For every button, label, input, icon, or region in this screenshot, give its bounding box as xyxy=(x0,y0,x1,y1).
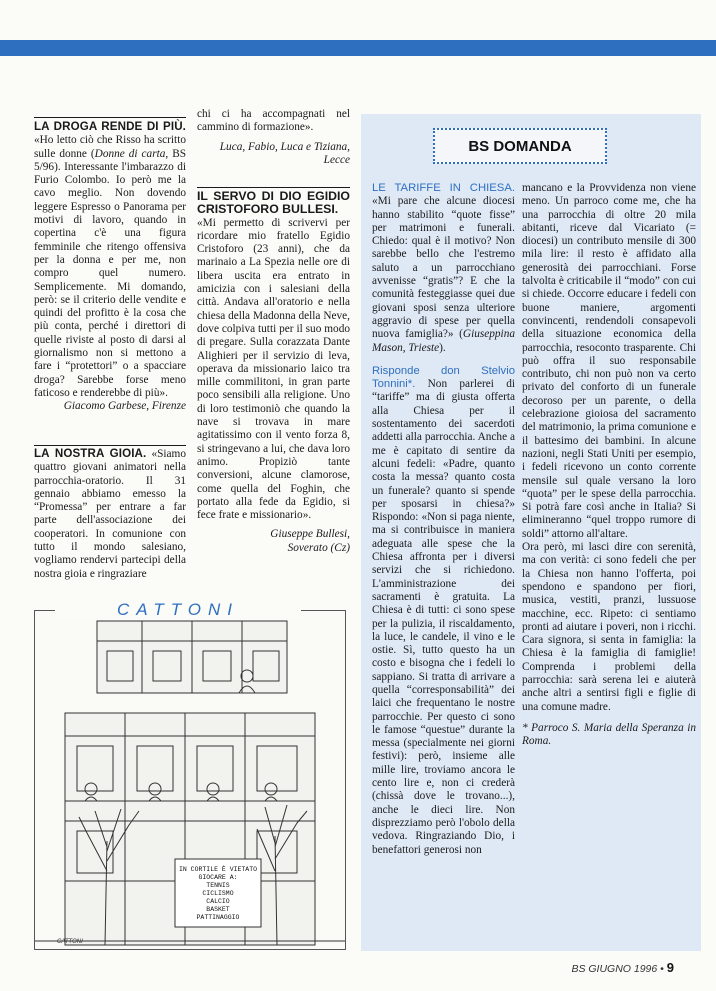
svg-text:BASKET: BASKET xyxy=(206,906,230,913)
svg-text:PATTINAGGIO: PATTINAGGIO xyxy=(196,914,240,921)
page-footer xyxy=(571,960,674,975)
letter-signature: Giacomo Garbese, Firenze xyxy=(63,400,186,413)
svg-text:CICLISMO: CICLISMO xyxy=(202,890,234,897)
section-rule xyxy=(34,445,186,446)
cartoon-frame xyxy=(34,610,346,950)
bs-domanda-box xyxy=(433,128,607,164)
letters-column-2 xyxy=(197,108,350,167)
footer-issue: BS GIUGNO 1996 • xyxy=(571,963,664,975)
section-rule xyxy=(197,187,350,188)
svg-text:GIOCARE A:: GIOCARE A: xyxy=(198,874,238,881)
question: LE TARIFFE IN CHIESA. «Mi pare che alcune diocesi hanno stabilito “quote fisse” per matrimoni e funerali. Chiedo: qual è il motivo? Non sarebbe bello che l'estremo saluto a un parrocchiano avvenisse “gratis”? E che la comunità festeggiasse quei due giovani sposi senza ulteriore aggravio di spese per quella nuova famiglia?» (Giuseppina Mason, Trieste). xyxy=(372,182,515,354)
author-note: * Parroco S. Maria della Speranza in Roma. xyxy=(522,721,696,748)
top-color-bar xyxy=(0,40,716,56)
letters-column-1 xyxy=(34,120,186,414)
answer-column-2 xyxy=(522,182,696,748)
answer-column-1 xyxy=(372,182,515,857)
letter-continuation: chi ci ha accompagnati nel cammino di formazione». xyxy=(197,108,350,134)
letter-droga: LA DROGA RENDE DI PIÙ. «Ho letto ciò che Risso ha scritto sulle donne (Donne di carta, BS 5/96). Interessante l'imbarazzo di Furio Colombo. Io però me la cavo meglio. Non dovendo leggere Espresso o Panorama per motivi di lavoro, quando in copertina c'è una figura femminile che ritengo offensiva per la donna e per me, non compro quel numero. Semplicemente. Mi domando, però: se il criterio delle vendite e quindi del profitto è la cosa che più conta, perché i direttori di quelle riviste al posto di darsi al giornalismo non si mettono a fare i “protettori” o a spacciare droga? Sarebbe forse meno faticoso e renderebbe di più». xyxy=(34,120,187,399)
letter-kicker: LA NOSTRA GIOIA. xyxy=(34,447,147,460)
answer-paragraph: Ora però, mi lasci dire con serenità, ma con verità: ci sono fedeli che per la Chiesa non hanno l'offerta, poi spendono e spandono per fiori, musica, vestiti, pranzi, lussuose macchine, ecc. Ripeto: ci sentiamo pronti ad aiutare i poveri, non i ricchi. Cara signora, si senta in famiglia: la Chiesa è la famiglia di famiglie! Comprenda i problemi della parrocchia: sarà serena lei e aiuterà anche altri a sentirsi figli e figlie di una comune madre. xyxy=(522,541,696,713)
bs-domanda-title: BS DOMANDA xyxy=(468,137,572,155)
cartoon-drawing xyxy=(35,611,345,949)
letter-title: IL SERVO DI DIO EGIDIO CRISTOFORO BULLESI. xyxy=(197,189,350,217)
svg-text:CALCIO: CALCIO xyxy=(206,898,230,905)
answer: Risponde don Stelvio Tonnini*. Non parlerei di “tariffe” ma di giusta offerta alla Chiesa per il sostentamento dei sacerdoti addetti alla parrocchia. Anche a me è capitato di sentire da alcuni fedeli: «Padre, quanto costa la messa? quanto costa un funerale? quanto si spende per sposarsi in chiesa?» Rispondo: «Non si paga niente, ma si contribuisce in maniera adeguata alle spese che la Chiesa affronta per i diversi servizi che si richiedono. L'amministrazione dei sacramenti è gratuita. La Chiesa è di tutti: ci sono spese per la pulizia, il riscaldamento, la luce, le candele, il vino e le ostie. Sì, tutto questo ha un costo e bisogna che i fedeli lo sappiano. Si tratta di arrivare a quella “corresponsabilità” dei laici che frequentano le nostre parrocchie. Per questo ci sono le famose “questue” durante la messa (specialmente nei giorni festivi): però, insieme alle mille lire, troviamo ancora le cento lire e, non ci crederà (chissà dove le trovano...), anche le dieci lire. Non disprezziamo però l'obolo della vedova. Ringraziando Dio, i benefattori generosi non xyxy=(372,364,515,856)
svg-text:IN CORTILE È VIETATO: IN CORTILE È VIETATO xyxy=(178,866,258,873)
letter-bullesi: «Mi permetto di scrivervi per ricordare mio fratello Egidio Cristoforo (23 anni), che da marinaio a La Spezia nelle ore di libera uscita era entrato in amicizia con i salesiani della città. Andava all'oratorio e nella chiesa della Madonna della Neve, dove colpiva tutti per il suo modo di pregare. Sulla corazzata Dante Alighieri per il servizio di leva, operava da missionario laico tra mille commilitoni, in gran parte poco sensibili alla religione. Uno di loro testimoniò che quando la nave si trovava in mare agitatissimo con il vento forza 8, si stringevano a lui, che dava loro animo. Propiziò tante conversioni, alcune clamorose, come quella del Foghin, che portato alla fede da Egidio, si fece frate e missionario». xyxy=(197,216,350,522)
letter-signature: Luca, Fabio, Luca e Tiziana, Lecce xyxy=(219,140,350,166)
answer-continuation: mancano e la Provvidenza non viene meno. Un parroco come me, che ha una parrocchia di oltre 20 mila abitanti, riceve dal Vicariato (= diocesi) un contributo mensile di 300 mila lire: il resto è affidato alla generosità dei parrocchiani. Forse talvolta è criticabile il “modo” con cui si chiede. Occorre educare i fedeli con buone maniere, argomenti convincenti, rendendoli consapevoli della situazione economica della parrocchia, resoconto trasparente. Chi può offra il suo responsabile contributo, chi non può non va certo privato del conforto di un funerale decoroso per un parente, o della celebrazione gioiosa del sacramento del matrimonio, la prima comunione e il battesimo dei bambini. In alcune nazioni, negli Stati Uniti per esempio, i fedeli ricevono un conto corrente mensile sul quale versano la loro “quota” per le spese della parrocchia. Si potrà fare così anche in Italia? Si elimineranno “quel troppo rumore di soldi” attorno all'altare. xyxy=(522,182,696,540)
cartoon-title: CATTONI xyxy=(55,600,301,620)
answer-lead: Risponde don Stelvio Tonnini*. xyxy=(372,364,515,391)
letter-kicker: LA DROGA RENDE DI PIÙ. xyxy=(34,120,186,133)
letter-signature: Giuseppe Bullesi, Soverato (Cz) xyxy=(270,528,350,554)
letters-column-1b xyxy=(34,447,186,581)
svg-text:TENNIS: TENNIS xyxy=(206,882,230,889)
page-number: 9 xyxy=(666,960,674,975)
cartoon-artist-signature: CATTONI xyxy=(57,939,83,945)
letter-gioia: LA NOSTRA GIOIA. «Siamo quattro giovani animatori nella parrocchia-oratorio. Il 31 gennaio abbiamo emesso la “Promessa” per entrare a far parte dell'associazione dei cooperatori. In comunione con tutto il mondo salesiano, vogliamo rendervi partecipi della nostra gioia e ringraziare xyxy=(34,447,186,580)
section-rule xyxy=(34,117,186,118)
letters-column-2b xyxy=(197,190,350,555)
question-title: LE TARIFFE IN CHIESA. xyxy=(372,182,515,194)
